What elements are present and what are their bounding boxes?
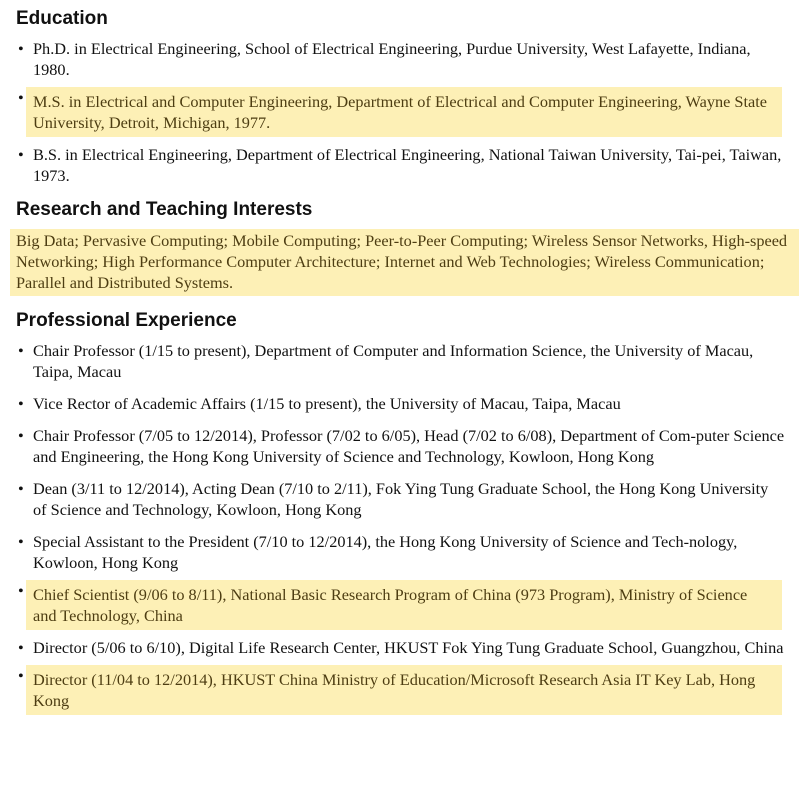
interests-heading: Research and Teaching Interests (16, 199, 313, 220)
education-item (0, 38, 809, 80)
item-text: M.S. in Electrical and Computer Engineering, Department of Electrical and Computer Engineering, Wayne State University, Detroit, Michigan, 1977. (33, 92, 767, 132)
bullet-icon: • (18, 39, 24, 58)
item-text: Special Assistant to the President (7/10 to 12/2014), the Hong Kong University of Science and Tech-nology, Kowloon, Hong Kong (33, 532, 738, 572)
experience-list (0, 340, 809, 715)
item-text: Ph.D. in Electrical Engineering, School of Electrical Engineering, Purdue University, West Lafayette, Indiana, 1980. (33, 39, 751, 79)
education-list (0, 38, 809, 186)
education-item-highlighted (18, 87, 782, 137)
experience-item (0, 637, 809, 658)
item-text: Director (11/04 to 12/2014), HKUST China Ministry of Education/Microsoft Research Asia IT Key Lab, Hong Kong (33, 670, 756, 710)
bullet-icon: • (18, 394, 24, 413)
bullet-icon: • (18, 426, 24, 445)
bullet-icon: • (18, 666, 24, 685)
item-text: Vice Rector of Academic Affairs (1/15 to present), the University of Macau, Taipa, Macau (33, 394, 621, 413)
bullet-icon: • (18, 532, 24, 551)
experience-item-highlighted (18, 665, 782, 715)
bullet-icon: • (18, 145, 24, 164)
item-text: Dean (3/11 to 12/2014), Acting Dean (7/10 to 2/11), Fok Ying Tung Graduate School, the Hong Kong University of Science and Technology, Kowloon, Hong Kong (33, 479, 769, 519)
education-item (0, 144, 809, 186)
item-text: Director (5/06 to 6/10), Digital Life Research Center, HKUST Fok Ying Tung Graduate School, Guangzhou, China (33, 638, 784, 657)
education-heading: Education (16, 8, 108, 29)
experience-item-highlighted (18, 580, 782, 630)
bullet-icon: • (18, 88, 24, 107)
experience-item (0, 478, 809, 520)
item-text: B.S. in Electrical Engineering, Department of Electrical Engineering, National Taiwan University, Tai-pei, Taiwan, 1973. (33, 145, 782, 185)
experience-item (0, 340, 809, 382)
bullet-icon: • (18, 479, 24, 498)
item-text: Chair Professor (7/05 to 12/2014), Professor (7/02 to 6/05), Head (7/02 to 6/08), Department of Com-puter Science and Engineering, the Hong Kong University of Science and Technology, Kowloon, Hong Kong (33, 426, 785, 466)
experience-item (0, 531, 809, 573)
bullet-icon: • (18, 341, 24, 360)
experience-item (0, 425, 809, 467)
experience-item (0, 393, 809, 414)
interests-text: Big Data; Pervasive Computing; Mobile Computing; Peer-to-Peer Computing; Wireless Sensor Networks, High-speed Networking; High Performance Computer Architecture; Internet and Web Technologies; Wireless Communication; Parallel and Distributed Systems. (10, 229, 799, 296)
experience-heading: Professional Experience (16, 310, 237, 331)
item-text: Chair Professor (1/15 to present), Department of Computer and Information Science, the University of Macau, Taipa, Macau (33, 341, 754, 381)
bullet-icon: • (18, 581, 24, 600)
item-text: Chief Scientist (9/06 to 8/11), National Basic Research Program of China (973 Program), Ministry of Science and Technology, China (33, 585, 748, 625)
bullet-icon: • (18, 638, 24, 657)
